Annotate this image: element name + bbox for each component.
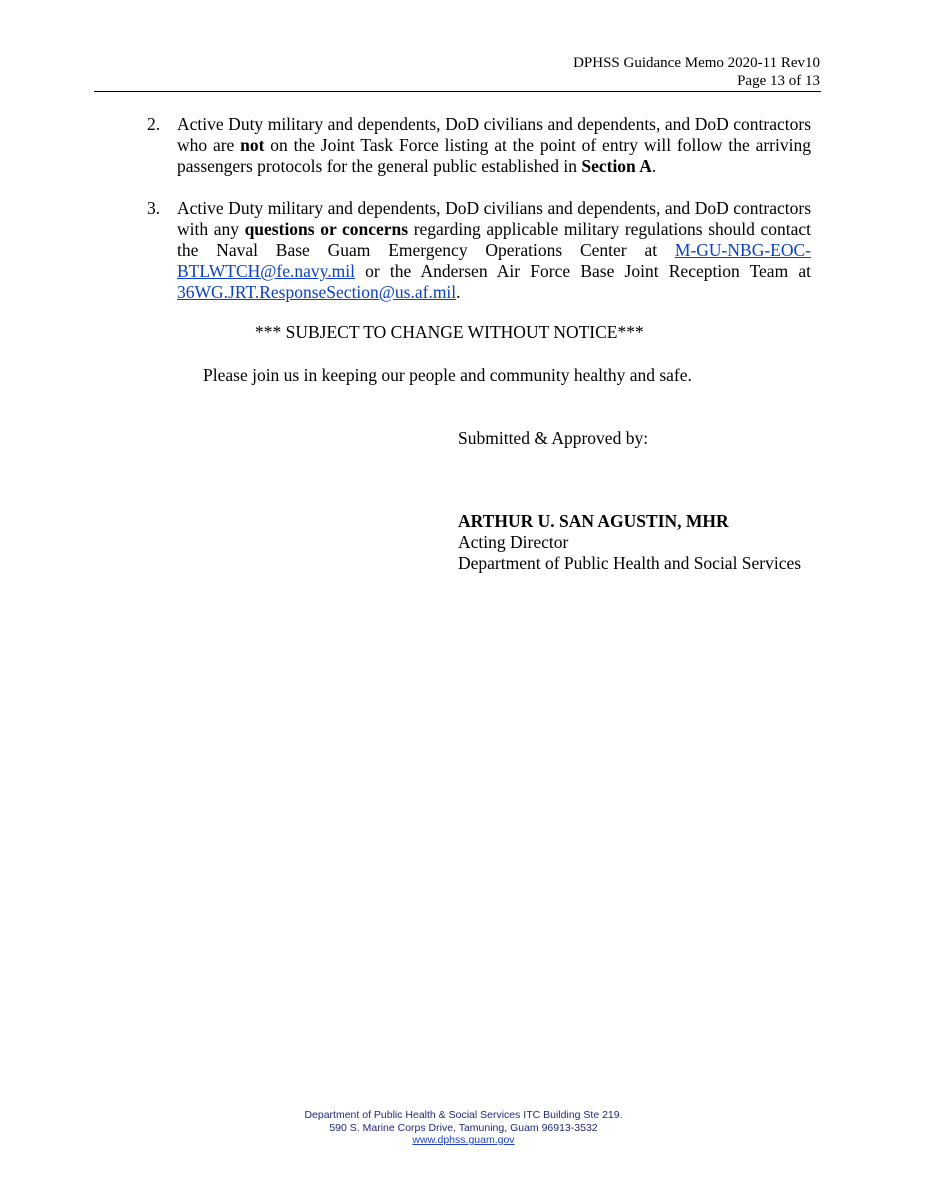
signatory-name: ARTHUR U. SAN AGUSTIN, MHR: [458, 511, 729, 531]
page-number: Page 13 of 13: [737, 73, 820, 89]
website-link[interactable]: www.dphss.guam.gov: [412, 1134, 515, 1146]
submitted-label: Submitted & Approved by:: [458, 428, 649, 448]
text-run: or the Andersen Air Force Base Joint Reception Team at: [354, 261, 811, 281]
page-header: [573, 54, 820, 90]
text-run: on the Joint Task Force listing at the point of entry will follow the arriving passengers protocols for the general public established in: [177, 135, 811, 176]
af-jrt-email-link[interactable]: 36WG.JRT.ResponseSection@us.af.mil: [177, 282, 457, 302]
change-notice: *** SUBJECT TO CHANGE WITHOUT NOTICE***: [255, 322, 644, 342]
list-item-text: [177, 198, 811, 303]
signature-block: [458, 511, 801, 574]
bold-text: not: [240, 135, 265, 155]
text-run: regarding applicable military regulations should contact the Naval Base Guam Emergency Operations Center at: [177, 219, 811, 260]
numbered-list: [147, 114, 811, 324]
signatory-department: Department of Public Health and Social Services: [458, 553, 802, 573]
bold-text: questions or concerns: [244, 219, 409, 239]
signatory-title: Acting Director: [458, 532, 569, 552]
footer-address-line-2: 590 S. Marine Corps Drive, Tamuning, Guam 96913-3532: [329, 1121, 598, 1134]
page-footer: [0, 1109, 927, 1147]
list-item-number: 3.: [147, 198, 161, 218]
list-item-number: 2.: [147, 114, 161, 134]
text-run: .: [651, 156, 657, 176]
footer-address-line-1: Department of Public Health & Social Services ITC Building Ste 219.: [304, 1109, 623, 1121]
list-item: [147, 114, 811, 177]
memo-title: DPHSS Guidance Memo 2020-11 Rev10: [573, 55, 820, 71]
text-run: Active Duty military and dependents, DoD civilians and dependents, and DoD contractors with any: [177, 198, 811, 239]
navy-eoc-email-link[interactable]: M-GU-NBG-EOC-BTLWTCH@fe.navy.mil: [177, 240, 811, 281]
bold-text: Section A: [581, 156, 652, 176]
text-run: Active Duty military and dependents, DoD civilians and dependents, and DoD contractors who are: [177, 114, 811, 155]
header-divider: [94, 91, 821, 92]
text-run: .: [456, 282, 461, 302]
list-item-text: [177, 114, 811, 177]
closing-statement: Please join us in keeping our people and community healthy and safe.: [203, 365, 692, 385]
list-item: [147, 198, 811, 303]
